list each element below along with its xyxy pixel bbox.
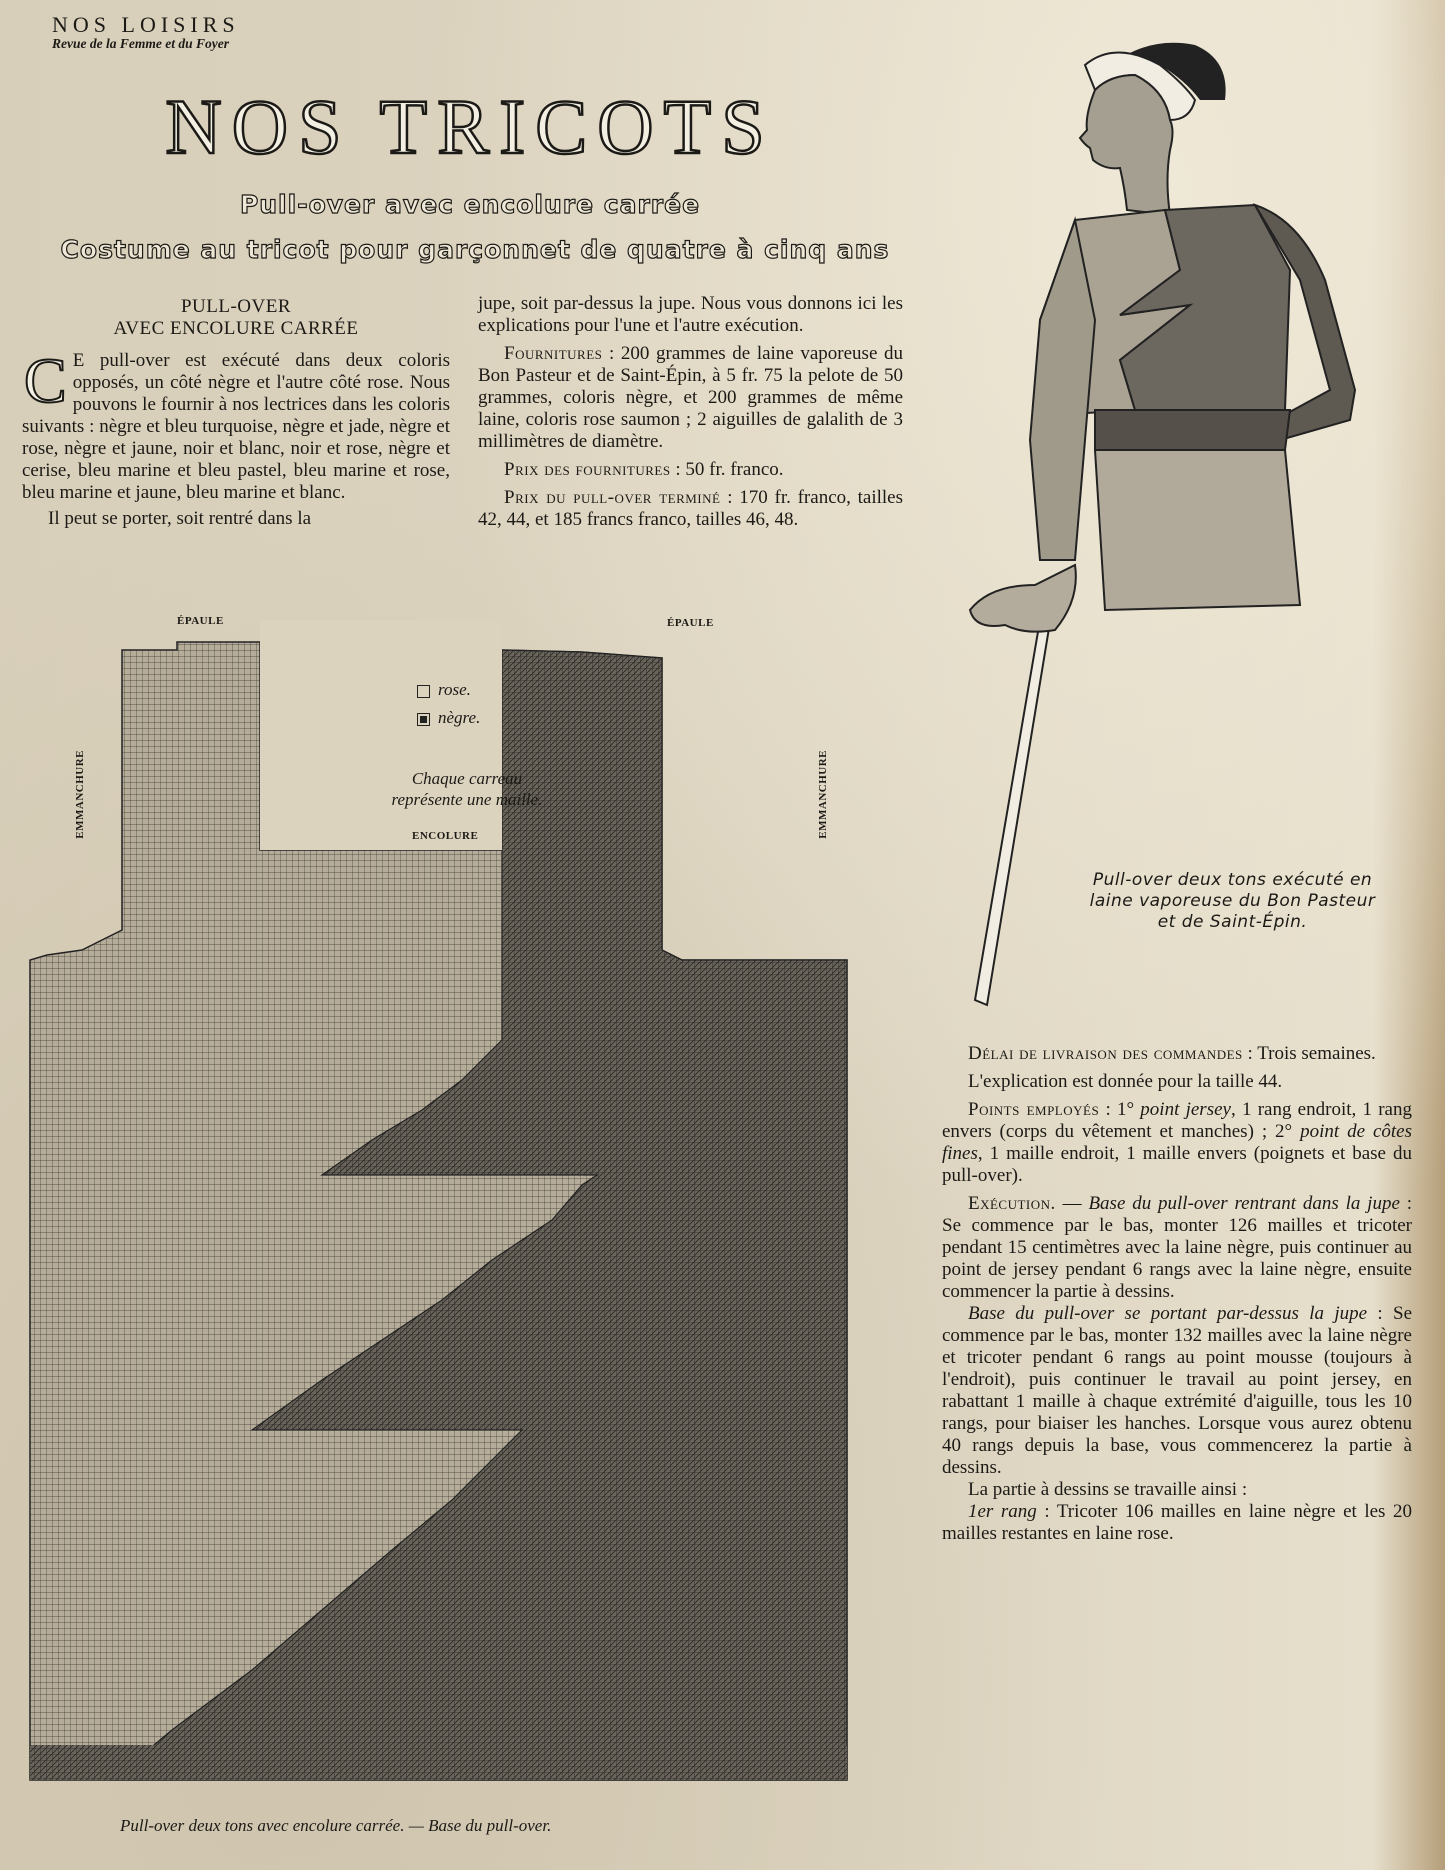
subtitle-costume: Costume au tricot pour garçonnet de quatre à cinq ans [60,235,890,264]
execution-label: Exécution. [968,1193,1056,1214]
label-emmanchure-right: EMMANCHURE [817,750,829,839]
label-epaule-right: ÉPAULE [667,617,714,629]
left-column [22,296,450,530]
magazine-tagline: Revue de la Femme et du Foyer [52,36,229,51]
illustration-caption-line-3: et de Saint-Épin. [1157,912,1308,932]
paragraph-base-par-dessus [942,1303,1412,1479]
execution-dash: — [1055,1193,1089,1214]
paragraph-points [942,1099,1412,1187]
base2-text: : Se commence par le bas, monter 132 mailles avec la laine nègre et tricoter pendant 6 rangs au point mousse (toujours à l'endroit), puis continuer le travail au point jersey, en rabattant 1 maille à chaque extrémité d'aiguille, tous les 10 rangs, pour biaiser les hanches. Lorsque vous aurez obtenu 40 rangs depuis la base, vous commencerez la partie à dessins. [942,1303,1413,1478]
label-emmanchure-left: EMMANCHURE [74,750,86,839]
paragraph-partie: La partie à dessins se travaille ainsi : [968,1479,1248,1500]
rang-text: : Tricoter 106 mailles en laine nègre et les 20 mailles restantes en laine rose. [942,1501,1412,1544]
chart-legend [417,680,480,728]
points-text-1: : 1° [1099,1099,1141,1120]
chart-caption: Pull-over deux tons avec encolure carrée. — Base du pull-over. [120,1816,552,1835]
prix-fournitures-text: : 50 fr. franco. [670,459,784,480]
paragraph-prix-fournitures [478,459,903,481]
points-italic-1: point jersey [1140,1099,1231,1120]
base2-italic: Base du pull-over se portant par-dessus la jupe [968,1303,1368,1324]
points-text-2: , 1 rang endroit, 1 rang envers (corps du vêtement et manches) ; 2° [942,1099,1412,1142]
execution-italic: Base du pull-over rentrant dans la jupe [1088,1193,1400,1214]
label-epaule-left: ÉPAULE [177,615,224,627]
middle-column [478,293,903,531]
drop-cap: C [24,345,67,416]
prix-termine-label: Prix du pull-over terminé [504,487,721,508]
woman-in-pullover-icon [945,20,1415,1010]
paragraph-delai [942,1043,1412,1065]
note-line-2: représente une maille. [391,790,543,809]
paragraph-explication: L'explication est donnée pour la taille 44. [968,1071,1283,1092]
filled-square-icon [417,713,430,726]
section-heading-1: PULL-OVER [180,296,292,317]
right-column [942,1043,1412,1545]
points-italic-2: point de côtes fines [942,1121,1412,1164]
paragraph-jupe: jupe, soit par-dessus la jupe. Nous vous donnons ici les explications pour l'une et l'autre exécution. [478,293,903,336]
delai-label: Délai de livraison des commandes [968,1043,1243,1064]
empty-square-icon [417,685,430,698]
illustration-caption [1060,870,1405,933]
illustration-caption-line-1: Pull-over deux tons exécuté en [1092,870,1373,890]
knitting-chart [22,615,872,1800]
label-encolure: ENCOLURE [412,830,479,842]
paragraph-porter: Il peut se porter, soit rentré dans la [48,508,312,529]
masthead [52,12,240,52]
legend-item-rose [417,680,480,700]
legend-label-negre: nègre. [438,708,481,727]
page-title: NOS TRICOTS [165,83,775,170]
fournitures-label: Fournitures [504,343,603,364]
section-heading-2: AVEC ENCOLURE CARRÉE [113,318,359,339]
paragraph-prix-termine [478,487,903,531]
intro-text: E pull-over est exécuté dans deux coloris opposés, un côté nègre et l'autre côté rose. Nous pouvons le fournir à nos lectrices dans les coloris suivants : nègre et bleu turquoise, nègre et jade, nègre et rose, nègre et jaune, noir et blanc, noir et rose, nègre et cerise, bleu marine et bleu pastel, bleu marine et rose, bleu marine et jaune, bleu marine et blanc. [22,350,450,503]
subtitle-pullover: Pull-over avec encolure carrée [239,190,701,219]
points-label: Points employés [968,1099,1100,1120]
fashion-illustration [945,20,1415,1010]
prix-fournitures-label: Prix des fournitures [504,459,671,480]
paragraph-fournitures [478,343,903,453]
paragraph-premier-rang [942,1501,1412,1545]
legend-item-negre [417,708,480,728]
magazine-name: NOS LOISIRS [52,12,240,37]
intro-paragraph [22,345,450,504]
points-text-3: , 1 maille endroit, 1 maille envers (poignets et base du pull-over). [942,1143,1412,1186]
note-line-1: Chaque carreau [411,769,523,788]
delai-text: : Trois semaines. [1242,1043,1376,1064]
prix-termine-text: : 170 fr. franco, tailles 42, 44, et 185 francs franco, tailles 46, 48. [478,487,903,530]
rang-label: 1er rang [968,1501,1037,1522]
legend-label-rose: rose. [438,680,471,699]
illustration-caption-line-2: laine vaporeuse du Bon Pasteur [1089,891,1376,911]
chart-note [342,768,592,810]
fournitures-text: : 200 grammes de laine vaporeuse du Bon Pasteur et de Saint-Épin, à 5 fr. 75 la pelote de 50 grammes, coloris nègre, et 200 grammes de même laine, coloris rose saumon ; 2 aiguilles de galalith de 3 millimètres de diamètre. [478,343,903,452]
paragraph-execution [942,1193,1412,1303]
execution-text: : Se commence par le bas, monter 126 mailles et tricoter pendant 15 centimètres avec la laine nègre, puis continuer au point de jersey pendant 6 rangs avec la laine nègre, ensuite commencer la partie à dessins. [942,1193,1413,1302]
